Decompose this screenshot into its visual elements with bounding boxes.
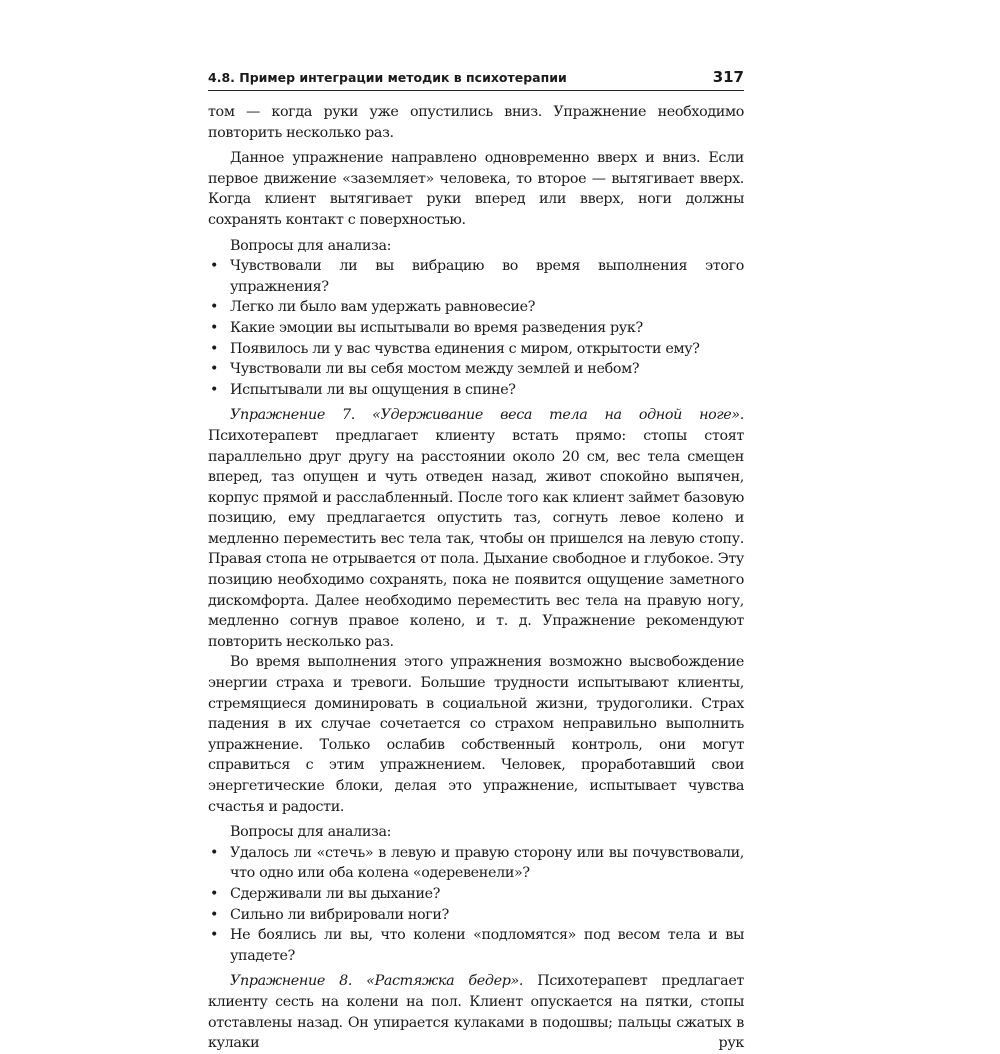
questions-intro-2: Вопросы для анализа: <box>230 824 392 841</box>
list-item: • Сильно ли вибрировали ноги? <box>208 905 744 926</box>
list-item: • Не боялись ли вы, что колени «подломятся» под весом тела и вы упадете? <box>208 925 744 966</box>
exercise-7-title: Упражнение 7. «Удерживание веса тела на одной ноге». <box>230 407 744 424</box>
paragraph-continuation: том — когда руки уже опустились вниз. Упражнение необходимо повторить несколько раз. <box>208 104 744 141</box>
list-item: • Какие эмоции вы испытывали во время разведения рук? <box>208 318 744 339</box>
exercise-7-paragraph <box>208 405 744 652</box>
list-item: • Испытывали ли вы ощущения в спине? <box>208 380 744 401</box>
exercise-8-wrapper <box>208 971 744 1053</box>
exercise-8-title: Упражнение 8. «Растяжка бедер». <box>230 973 524 990</box>
running-header <box>208 68 744 91</box>
body-text <box>208 102 744 1054</box>
question-list-2 <box>208 843 744 967</box>
exercise-8-paragraph <box>208 971 744 1053</box>
questions-intro-1: Вопросы для анализа: <box>230 237 392 254</box>
page-number: 317 <box>712 68 744 86</box>
paragraph-exercise-direction: Данное упражнение направлено одновременно вверх и вниз. Если первое движение «заземляет» человека, то второе — вытягивает вверх. Когда клиент вытягивает руки вперед или вверх, ноги должны сохранять контакт с поверхностью. <box>208 150 744 228</box>
list-item: • Появилось ли у вас чувства единения с миром, открытости ему? <box>208 339 744 360</box>
exercise-7-text: Психотерапевт предлагает клиенту встать прямо: стопы стоят параллельно друг другу на расстоянии около 20 см, вес тела смещен вперед, таз опущен и чуть отведен назад, живот спокойно выпячен, корпус прямой и расслабленный. После того как клиент займет базовую позицию, ему предлагается опустить таз, согнуть левое колено и медленно переместить вес тела так, чтобы он пришелся на левую стопу. Правая стопа не отрывается от пола. Дыхание свободное и глубокое. Эту позицию необходимо сохранять, пока не появится ощущение заметного дискомфорта. Далее необходимо переместить вес тела на правую ногу, медленно согнув правое колено, и т. д. Упражнение рекомендуют повторить несколько раз. <box>208 427 744 650</box>
list-item: • Легко ли было вам удержать равновесие? <box>208 297 744 318</box>
exercise-8-text: Психотерапевт предлагает клиенту сесть на колени на пол. Клиент опускается на пятки, стопы отставлены назад. Он упирается кулаками в подошвы; пальцы сжатых в кулаки рук <box>208 973 744 1052</box>
running-title: 4.8. Пример интеграции методик в психотерапии <box>208 70 567 85</box>
list-item: • Чувствовали ли вы себя мостом между землей и небом? <box>208 359 744 380</box>
list-item: • Чувствовали ли вы вибрацию во время выполнения этого упражнения? <box>208 256 744 297</box>
question-list-1 <box>208 256 744 400</box>
list-item: • Удалось ли «стечь» в левую и правую сторону или вы почувствовали, что одно или оба колена «одеревенели»? <box>208 843 744 884</box>
paragraph-energy: Во время выполнения этого упражнения возможно высвобождение энергии страха и тревоги. Большие трудности испытывают клиенты, стремящиеся доминировать в социальной жизни, трудоголики. Страх падения в их случае сочетается со страхом неправильно выполнить упражнение. Только ослабив собственный контроль, они могут справиться с этим упражнением. Человек, проработавший свои энергетические блоки, делая это упражнение, испытывает чувства счастья и радости. <box>208 654 744 815</box>
list-item: • Сдерживали ли вы дыхание? <box>208 884 744 905</box>
